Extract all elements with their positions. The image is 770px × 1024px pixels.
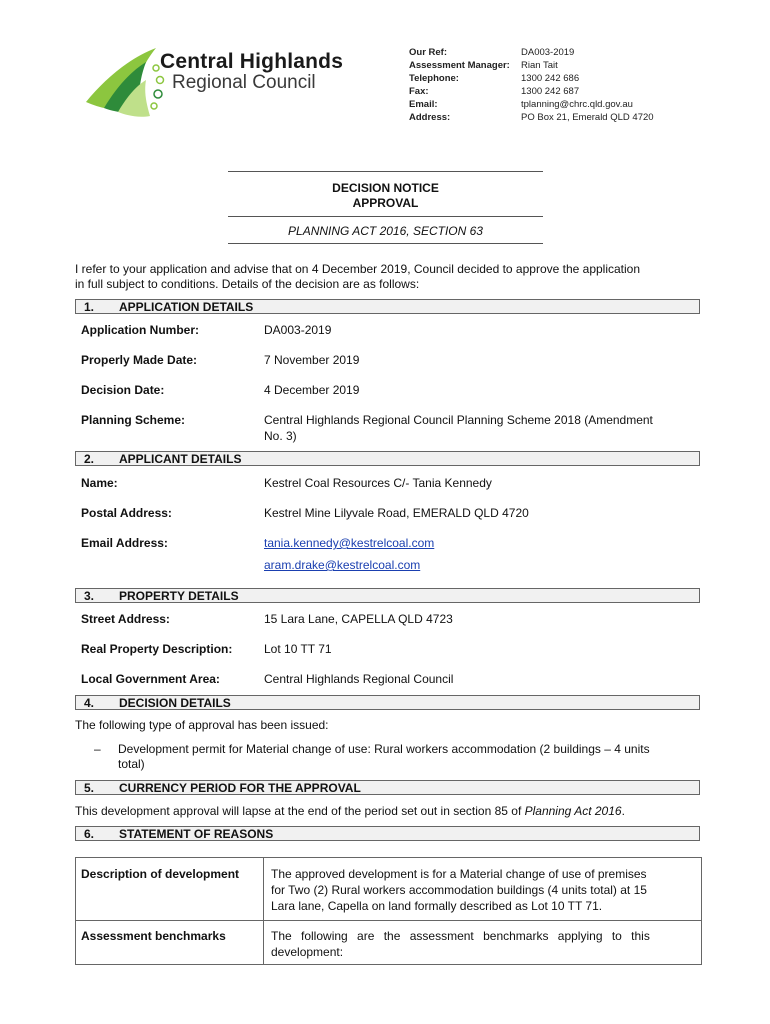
- decision-bullet-line2: total): [118, 757, 145, 771]
- section-title: APPLICANT DETAILS: [119, 452, 242, 466]
- section-header-application: [75, 299, 700, 314]
- decision-intro: The following type of approval has been issued:: [75, 718, 329, 732]
- benchmarks-line1: The following are the assessment benchmarks applying to this: [271, 929, 650, 943]
- applicant-name-value: Kestrel Coal Resources C/- Tania Kennedy: [264, 476, 492, 490]
- email-link-1[interactable]: [264, 535, 702, 551]
- divider: [228, 243, 543, 244]
- decision-date-label: Decision Date:: [81, 383, 165, 397]
- planning-scheme-line1: Central Highlands Regional Council Planning Scheme 2018 (Amendment: [264, 413, 653, 427]
- section-header-applicant: [75, 451, 700, 466]
- email-link-2[interactable]: [264, 557, 702, 573]
- lga-label: Local Government Area:: [81, 672, 220, 686]
- real-property-label: Real Property Description:: [81, 642, 233, 656]
- lga-value: Central Highlands Regional Council: [264, 672, 454, 686]
- address-value: PO Box 21, Emerald QLD 4720: [521, 112, 654, 123]
- telephone-label: Telephone:: [409, 73, 459, 84]
- currency-paragraph: [75, 804, 705, 819]
- divider: [228, 216, 543, 217]
- notice-title: [228, 181, 543, 211]
- email-value: tplanning@chrc.qld.gov.au: [521, 99, 633, 110]
- intro-paragraph: [75, 262, 705, 292]
- made-date-value: 7 November 2019: [264, 353, 360, 367]
- act-reference: PLANNING ACT 2016, SECTION 63: [288, 224, 483, 238]
- section-header-currency: [75, 780, 700, 795]
- divider: [228, 171, 543, 172]
- street-address-label: Street Address:: [81, 612, 170, 626]
- fax-label: Fax:: [409, 86, 429, 97]
- notice-title-line2: APPROVAL: [352, 196, 419, 210]
- email-link-1-text[interactable]: tania.kennedy@kestrelcoal.com: [264, 536, 435, 550]
- assessment-benchmarks-value: [271, 928, 697, 960]
- section-header-property: [75, 588, 700, 603]
- section-number: 3.: [84, 589, 95, 603]
- assessment-benchmarks-label: Assessment benchmarks: [81, 929, 226, 943]
- intro-line1: I refer to your application and advise that on 4 December 2019, Council decided to approve the application: [75, 262, 641, 276]
- intro-line2: in full subject to conditions. Details of the decision are as follows:: [75, 277, 420, 291]
- notice-title-line1: DECISION NOTICE: [332, 181, 439, 195]
- table-row-divider: [75, 920, 702, 921]
- fax-value: 1300 242 687: [521, 86, 580, 97]
- planning-scheme-line2: No. 3): [264, 429, 297, 443]
- org-name-line2: Regional Council: [172, 72, 316, 93]
- real-property-value: Lot 10 TT 71: [264, 642, 332, 656]
- email-label: Email:: [409, 99, 438, 110]
- section-title: STATEMENT OF REASONS: [119, 827, 274, 841]
- email-address-label: Email Address:: [81, 536, 168, 550]
- currency-text: This development approval will lapse at the end of the period set out in section 85 of: [75, 804, 525, 818]
- decision-bullet-line1: Development permit for Material change of use: Rural workers accommodation (2 buildings – 4 units: [118, 742, 650, 756]
- made-date-label: Properly Made Date:: [81, 353, 198, 367]
- postal-address-value: Kestrel Mine Lilyvale Road, EMERALD QLD 4720: [264, 506, 529, 520]
- postal-address-label: Postal Address:: [81, 506, 172, 520]
- address-label: Address:: [409, 112, 451, 123]
- planning-scheme-label: Planning Scheme:: [81, 413, 186, 427]
- manager-label: Assessment Manager:: [409, 60, 510, 71]
- section-number: 6.: [84, 827, 95, 841]
- table-column-divider: [263, 857, 264, 965]
- email-link-2-text[interactable]: aram.drake@kestrelcoal.com: [264, 558, 421, 572]
- description-line1: The approved development is for a Material change of use of premises: [271, 867, 647, 881]
- street-address-value: 15 Lara Lane, CAPELLA QLD 4723: [264, 612, 453, 626]
- ref-value: DA003-2019: [521, 47, 575, 58]
- ref-label: Our Ref:: [409, 47, 447, 58]
- org-name-line1: Central Highlands: [160, 50, 344, 73]
- section-title: PROPERTY DETAILS: [119, 589, 239, 603]
- section-title: DECISION DETAILS: [119, 696, 231, 710]
- manager-value: Rian Tait: [521, 60, 558, 71]
- section-header-reasons: [75, 826, 700, 841]
- benchmarks-line2: development:: [271, 945, 344, 959]
- section-title: APPLICATION DETAILS: [119, 300, 254, 314]
- section-number: 4.: [84, 696, 95, 710]
- planning-scheme-value: [264, 412, 702, 444]
- decision-bullet: [118, 742, 703, 772]
- section-number: 5.: [84, 781, 95, 795]
- decision-date-value: 4 December 2019: [264, 383, 360, 397]
- bullet-marker: –: [94, 742, 101, 756]
- application-number-value: DA003-2019: [264, 323, 332, 337]
- description-of-development-label: Description of development: [81, 867, 240, 881]
- section-title: CURRENCY PERIOD FOR THE APPROVAL: [119, 781, 361, 795]
- description-line3: Lara lane, Capella on land formally described as Lot 10 TT 71.: [271, 899, 603, 913]
- section-number: 1.: [84, 300, 95, 314]
- telephone-value: 1300 242 686: [521, 73, 580, 84]
- currency-end: .: [621, 804, 625, 818]
- section-header-decision: [75, 695, 700, 710]
- description-of-development-value: [271, 866, 697, 914]
- section-number: 2.: [84, 452, 95, 466]
- applicant-name-label: Name:: [81, 476, 118, 490]
- application-number-label: Application Number:: [81, 323, 200, 337]
- currency-act-ref: Planning Act 2016: [524, 804, 622, 818]
- description-line2: for Two (2) Rural workers accommodation buildings (4 units total) at 15: [271, 883, 647, 897]
